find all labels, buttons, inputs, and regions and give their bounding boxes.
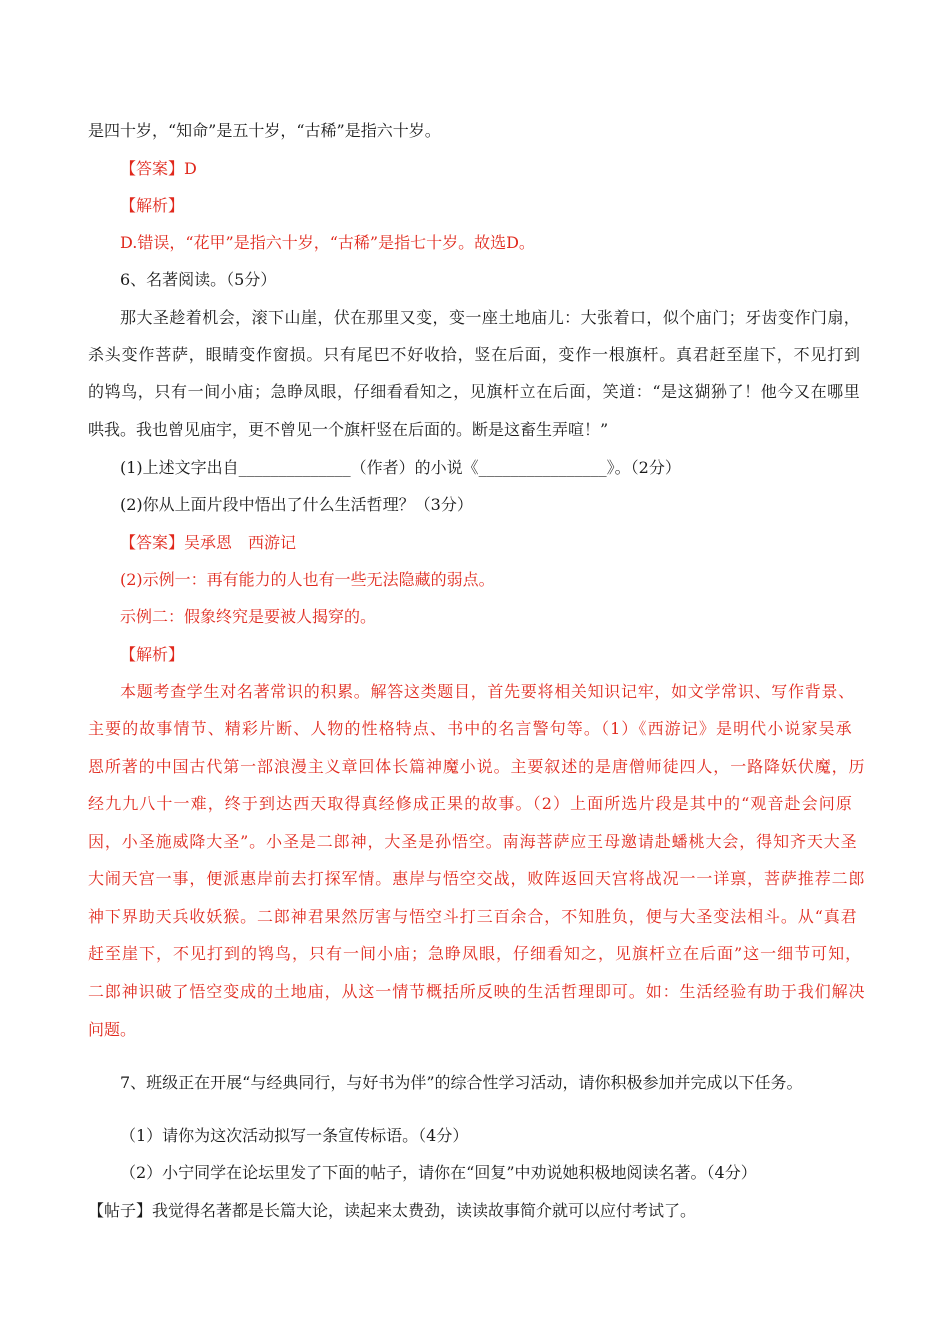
answer-label-q5: 【答案】D — [120, 159, 197, 178]
analysis-label-q5: 【解析】 — [120, 196, 185, 215]
passage-line-1: 那大圣趁着机会，滚下山崖，伏在那里又变，变一座土地庙儿：大张着口，似个庙门；牙齿变作门扇， — [120, 308, 861, 327]
passage-line-4: 哄我。我也曾见庙宇，更不曾见一个旗杆竖在后面的。断是这畜生弄喧！” — [88, 420, 609, 439]
answer-q6-part-1: 【答案】吴承恩 西游记 — [120, 533, 297, 552]
analysis-q6-line-4: 经九九八十一难，终于到达西天取得真经修成正果的故事。（2）上面所选片段是其中的“观音赴会问原 — [88, 794, 853, 813]
analysis-q6-line-10: 问题。 — [88, 1020, 137, 1039]
forum-post: 【帖子】我觉得名著都是长篇大论，读起来太费劲，读读故事简介就可以应付考试了。 — [88, 1201, 697, 1220]
analysis-q6-line-9: 二郎神识破了悟空变成的土地庙，从这一情节概括所反映的生活哲理即可。如：生活经验有助于我们解决 — [88, 982, 866, 1001]
answer-q6-example-1: (2)示例一：再有能力的人也有一些无法隐藏的弱点。 — [120, 570, 495, 589]
question-6-part-1: (1)上述文字出自______________（作者）的小说《________________》。（2分） — [120, 458, 681, 477]
analysis-q6-line-7: 神下界助天兵收妖猴。二郎神君果然厉害与悟空斗打三百余合，不知胜负，便与大圣变法相斗。从“真君 — [88, 907, 858, 926]
analysis-q6-line-2: 主要的故事情节、精彩片断、人物的性格特点、书中的名言警句等。（1）《西游记》是明代小说家吴承 — [88, 719, 853, 738]
question-6-title: 6、名著阅读。（5分） — [120, 270, 277, 289]
analysis-text-q5: D.错误，“花甲”是指六十岁，“古稀”是指七十岁。故选D。 — [120, 233, 535, 252]
passage-line-3: 的鸨鸟，只有一间小庙；急睁凤眼，仔细看看知之，见旗杆立在后面，笑道：“是这猢狲了！他今又在哪里 — [88, 382, 861, 401]
question-7-part-1: （1）请你为这次活动拟写一条宣传标语。（4分） — [120, 1126, 469, 1145]
passage-line-2: 杀头变作菩萨，眼睛变作窗损。只有尾巴不好收拾，竖在后面，变作一根旗杆。真君赶至崖下，不见打到 — [88, 345, 861, 364]
analysis-q6-line-5: 因，小圣施威降大圣”。小圣是二郎神，大圣是孙悟空。南海菩萨应王母邀请赴蟠桃大会，得知齐天大圣 — [88, 832, 858, 851]
analysis-label-q6: 【解析】 — [120, 645, 185, 664]
question-7-part-2: （2）小宁同学在论坛里发了下面的帖子，请你在“回复”中劝说她积极地阅读名著。（4分） — [120, 1163, 757, 1182]
question-7-title: 7、班级正在开展“与经典同行，与好书为伴”的综合性学习活动，请你积极参加并完成以下任务。 — [120, 1073, 803, 1092]
analysis-q6-line-3: 恩所著的中国古代第一部浪漫主义章回体长篇神魔小说。主要叙述的是唐僧师徒四人，一路降妖伏魔，历 — [88, 757, 866, 776]
text-line-prev-question-end: 是四十岁，“知命”是五十岁，“古稀”是指六十岁。 — [88, 121, 441, 140]
analysis-q6-line-6: 大闹天宫一事，便派惠岸前去打探军情。惠岸与悟空交战，败阵返回天宫将战况一一详禀，菩萨推荐二郎 — [88, 869, 866, 888]
analysis-q6-line-8: 赶至崖下，不见打到的鸨鸟，只有一间小庙；急睁凤眼，仔细看知之，见旗杆立在后面”这一细节可知， — [88, 944, 863, 963]
answer-q6-example-2: 示例二：假象终究是要被人揭穿的。 — [120, 607, 377, 626]
analysis-q6-line-1: 本题考查学生对名著常识的积累。解答这类题目，首先要将相关知识记牢，如文学常识、写作背景、 — [120, 682, 855, 701]
question-6-part-2: (2)你从上面片段中悟出了什么生活哲理？（3分） — [120, 495, 473, 514]
